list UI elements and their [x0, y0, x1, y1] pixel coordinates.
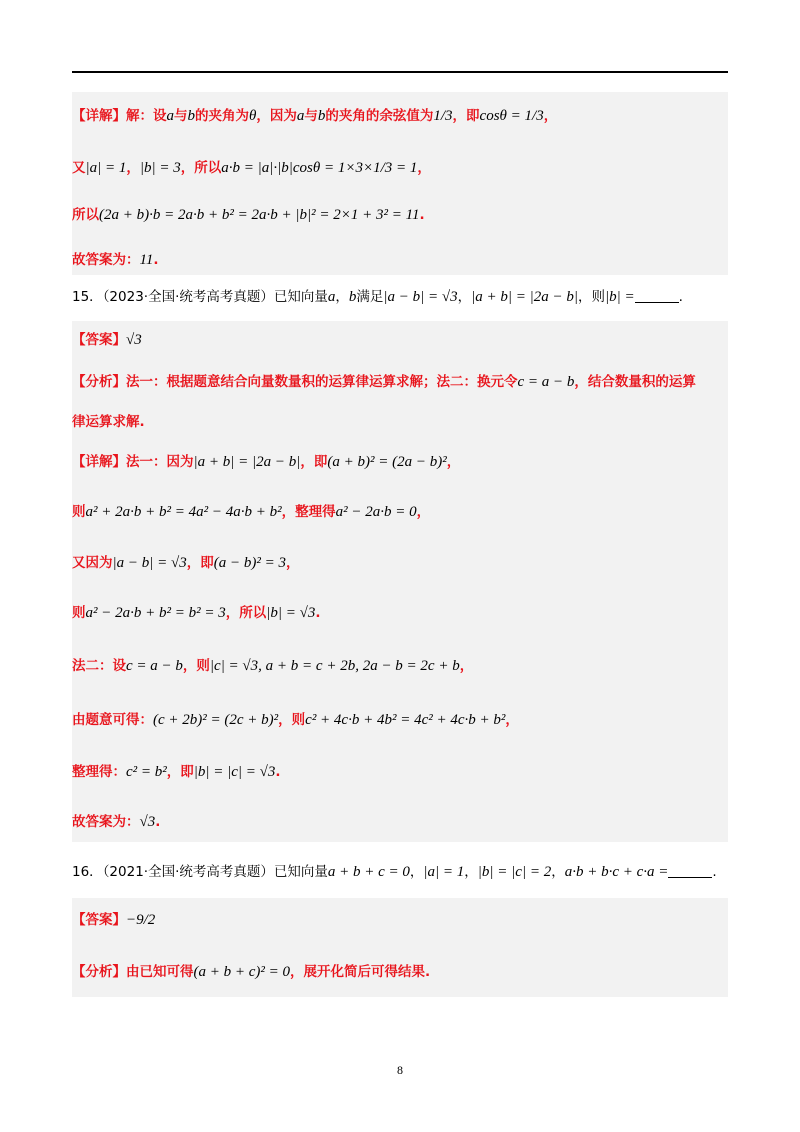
q16-analysis: 【分析】由已知可得(a + b + c)² = 0，展开化简后可得结果. [72, 964, 431, 980]
q15-question: 15．（2023·全国·统考高考真题）已知向量a，b满足|a − b| = √3，|a + b| = |2a − b|，则|b| = . [72, 289, 683, 305]
q15-detail-line-4: 则a² − 2a·b + b² = b² = 3，所以|b| = √3. [72, 605, 321, 621]
q15-detail-line-2: 则a² + 2a·b + b² = 4a² − 4a·b + b²，整理得a² − 2a·b = 0， [72, 504, 431, 520]
q14-detail-line-2: 又|a| = 1，|b| = 3，所以a·b = |a|·|b|cosθ = 1×3×1/3 = 1， [72, 160, 431, 176]
q15-analysis-line-1: 【分析】法一：根据题意结合向量数量积的运算律运算求解；法二：换元令c = a − b，结合数量积的运算 [72, 374, 696, 390]
q15-detail-line-3: 又因为|a − b| = √3，即(a − b)² = 3， [72, 555, 300, 571]
q16-solution-box [72, 898, 728, 997]
page-number: 8 [397, 1063, 403, 1077]
q15-analysis-line-2: 律运算求解. [72, 414, 145, 430]
header-rule [72, 71, 728, 73]
q15-detail-line-8: 故答案为：√3. [72, 814, 161, 830]
q15-detail-line-7: 整理得：c² = b²，即|b| = |c| = √3. [72, 764, 281, 780]
q15-detail-line-5: 法二：设c = a − b，则|c| = √3, a + b = c + 2b, 2a − b = 2c + b， [72, 658, 474, 674]
q14-detail-line-1: 【详解】解：设a与b的夹角为θ，因为a与b的夹角的余弦值为1/3，即cosθ = 1/3， [72, 108, 558, 124]
q15-detail-line-6: 由题意可得：(c + 2b)² = (2c + b)²，则c² + 4c·b + 4b² = 4c² + 4c·b + b²， [72, 712, 519, 728]
q15-answer: 【答案】√3 [72, 332, 142, 348]
q14-detail-line-4: 故答案为：11. [72, 252, 159, 268]
q16-question: 16．（2021·全国·统考高考真题）已知向量a + b + c = 0，|a| = 1，|b| = |c| = 2，a·b + b·c + c·a = . [72, 864, 717, 880]
q16-answer: 【答案】−9/2 [72, 912, 156, 928]
answer-blank [635, 288, 679, 303]
q15-detail-line-1: 【详解】法一：因为|a + b| = |2a − b|，即(a + b)² = (2a − b)²， [72, 454, 461, 470]
answer-blank [668, 863, 712, 878]
q14-detail-line-3: 所以(2a + b)·b = 2a·b + b² = 2a·b + |b|² = 2×1 + 3² = 11. [72, 207, 425, 223]
